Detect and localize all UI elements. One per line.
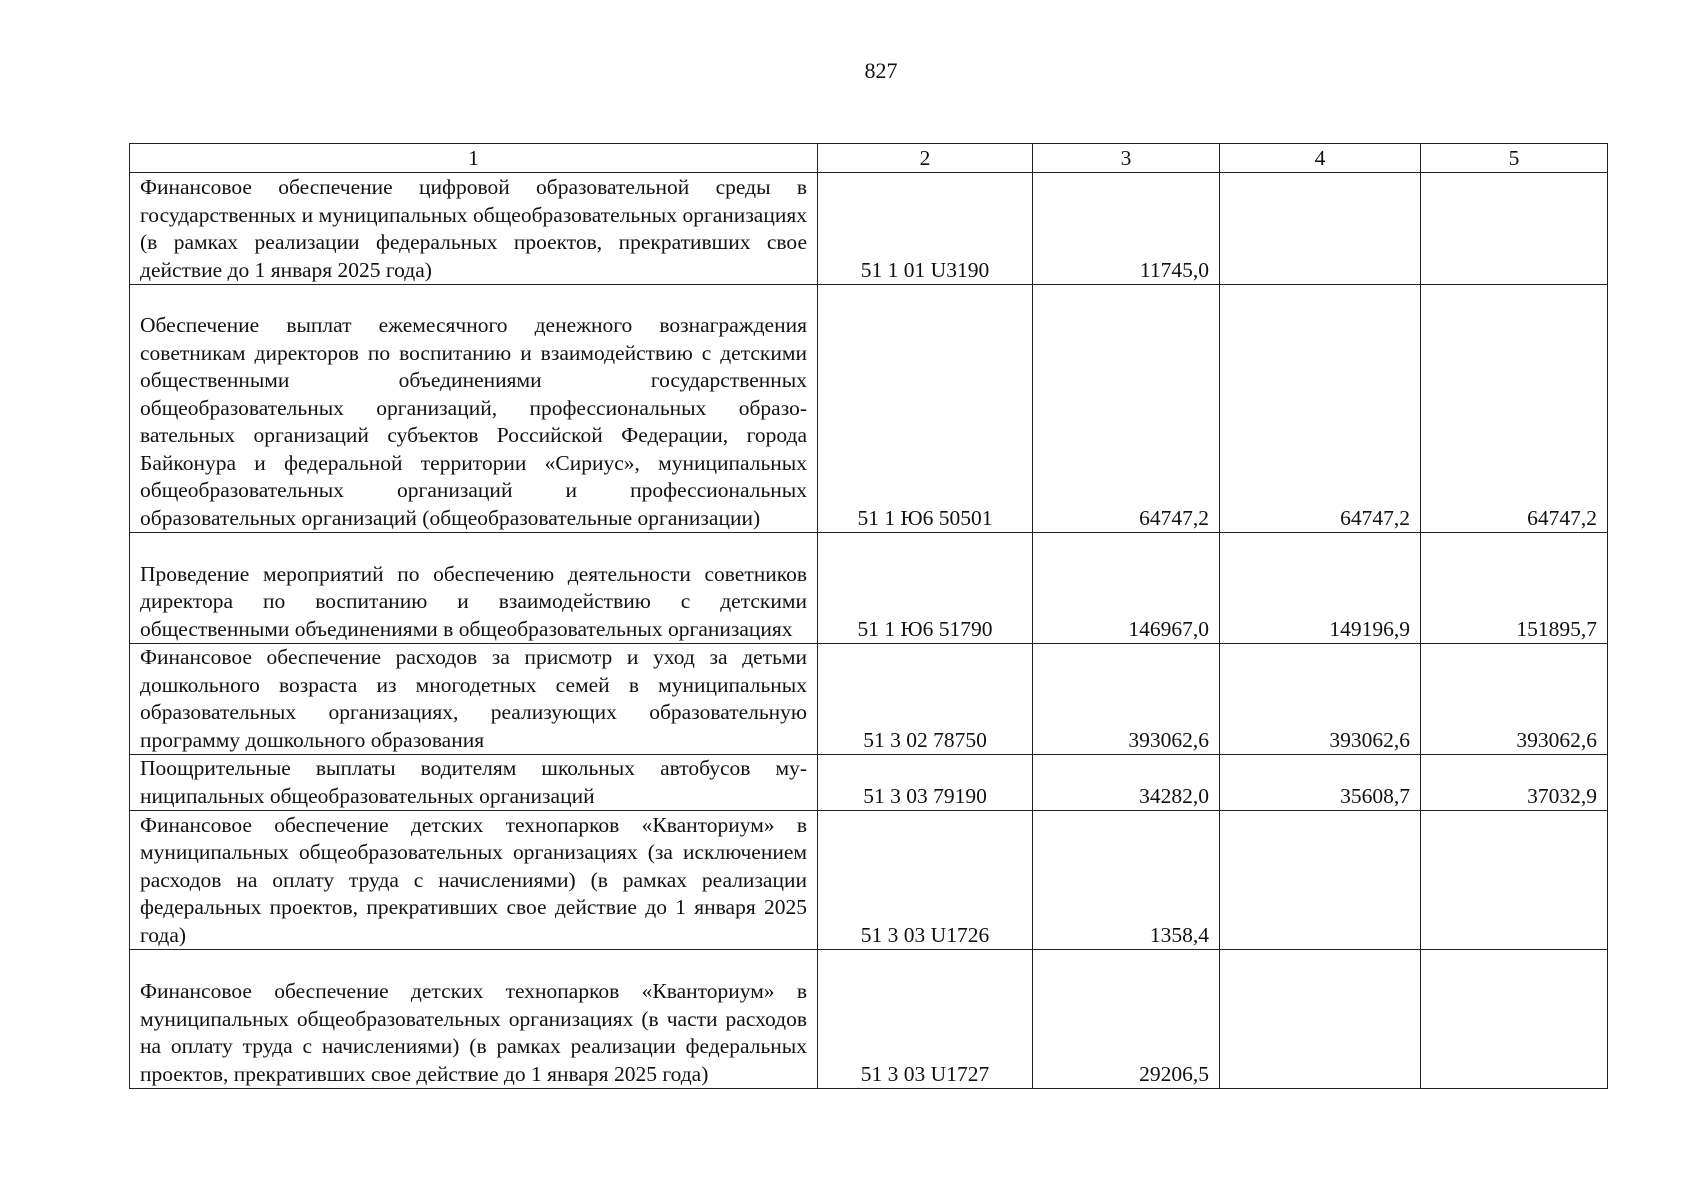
row-value-col4: 149196,9	[1220, 533, 1421, 644]
page-number: 827	[864, 58, 898, 83]
table-row	[130, 755, 1608, 811]
table-row	[130, 173, 1608, 285]
row-value-col5	[1421, 811, 1608, 950]
row-value-col4	[1220, 950, 1421, 1089]
table-row	[130, 533, 1608, 644]
column-header-1: 1	[130, 144, 818, 173]
row-description: Финансовое обеспечение детских технопарков «Кванториум» в муниципальных общеобразовательных организациях (за исключением расходов на оплату труда с начислениями) (в рамках реализации федеральных проектов, прекративших свое действие до 1 января 2025 года)	[130, 811, 818, 950]
row-value-col3: 393062,6	[1033, 644, 1220, 755]
row-value-col4: 35608,7	[1220, 755, 1421, 811]
table-row	[130, 950, 1608, 1089]
row-description: Финансовое обеспечение цифровой образовательной среды в государственных и муниципальных общеобразовательных организациях (в рамках реализации федеральных проектов, прекративших свое действие до 1 января 2025 года)	[130, 173, 818, 285]
row-value-col5	[1421, 173, 1608, 285]
row-value-col3: 29206,5	[1033, 950, 1220, 1089]
row-value-col3: 1358,4	[1033, 811, 1220, 950]
row-value-col4	[1220, 811, 1421, 950]
row-value-col4: 64747,2	[1220, 285, 1421, 533]
row-value-col5: 151895,7	[1421, 533, 1608, 644]
row-code: 51 3 03 79190	[818, 755, 1033, 811]
column-header-4: 4	[1220, 144, 1421, 173]
row-description: Поощрительные выплаты водителям школьных автобусов муниципальных общеобразовательных организаций	[130, 755, 818, 811]
row-description: Обеспечение выплат ежемесячного денежного вознаграждения советникам директоров по воспитанию и взаимодействию с детскими общественными объединениями государственных общеобразовательных организаций, профессиональных образовательных организаций субъектов Российской Федерации, города Байконура и федеральной территории «Сириус», муниципальных общеобразовательных организаций и профессиональных образовательных организаций (общеобразовательные организации)	[130, 285, 818, 533]
table-body	[130, 173, 1608, 1089]
row-value-col5: 393062,6	[1421, 644, 1608, 755]
row-description: Проведение мероприятий по обеспечению деятельности советников директора по воспитанию и взаимодействию с детскими общественными объединениями в общеобразовательных организациях	[130, 533, 818, 644]
row-description: Финансовое обеспечение детских технопарков «Кванториум» в муниципальных общеобразовательных организациях (в части расходов на оплату труда с начислениями) (в рамках реализации федеральных проектов, прекративших свое действие до 1 января 2025 года)	[130, 950, 818, 1089]
row-value-col3: 34282,0	[1033, 755, 1220, 811]
column-header-3: 3	[1033, 144, 1220, 173]
table-header	[130, 144, 1608, 173]
row-value-col3: 11745,0	[1033, 173, 1220, 285]
budget-table	[129, 143, 1608, 1089]
row-code: 51 1 01 U3190	[818, 173, 1033, 285]
table-row	[130, 644, 1608, 755]
table-row	[130, 285, 1608, 533]
row-code: 51 3 03 U1726	[818, 811, 1033, 950]
table-row	[130, 811, 1608, 950]
row-code: 51 1 Ю6 50501	[818, 285, 1033, 533]
row-code: 51 3 02 78750	[818, 644, 1033, 755]
column-header-2: 2	[818, 144, 1033, 173]
row-code: 51 3 03 U1727	[818, 950, 1033, 1089]
column-header-5: 5	[1421, 144, 1608, 173]
row-value-col5: 37032,9	[1421, 755, 1608, 811]
row-value-col5	[1421, 950, 1608, 1089]
row-description: Финансовое обеспечение расходов за присмотр и уход за детьми дошкольного возраста из многодетных семей в муниципальных образовательных организациях, реализующих образовательную программу дошкольного образования	[130, 644, 818, 755]
row-value-col3: 64747,2	[1033, 285, 1220, 533]
row-code: 51 1 Ю6 51790	[818, 533, 1033, 644]
row-value-col4	[1220, 173, 1421, 285]
row-value-col3: 146967,0	[1033, 533, 1220, 644]
row-value-col5: 64747,2	[1421, 285, 1608, 533]
header-row	[130, 144, 1608, 173]
row-value-col4: 393062,6	[1220, 644, 1421, 755]
